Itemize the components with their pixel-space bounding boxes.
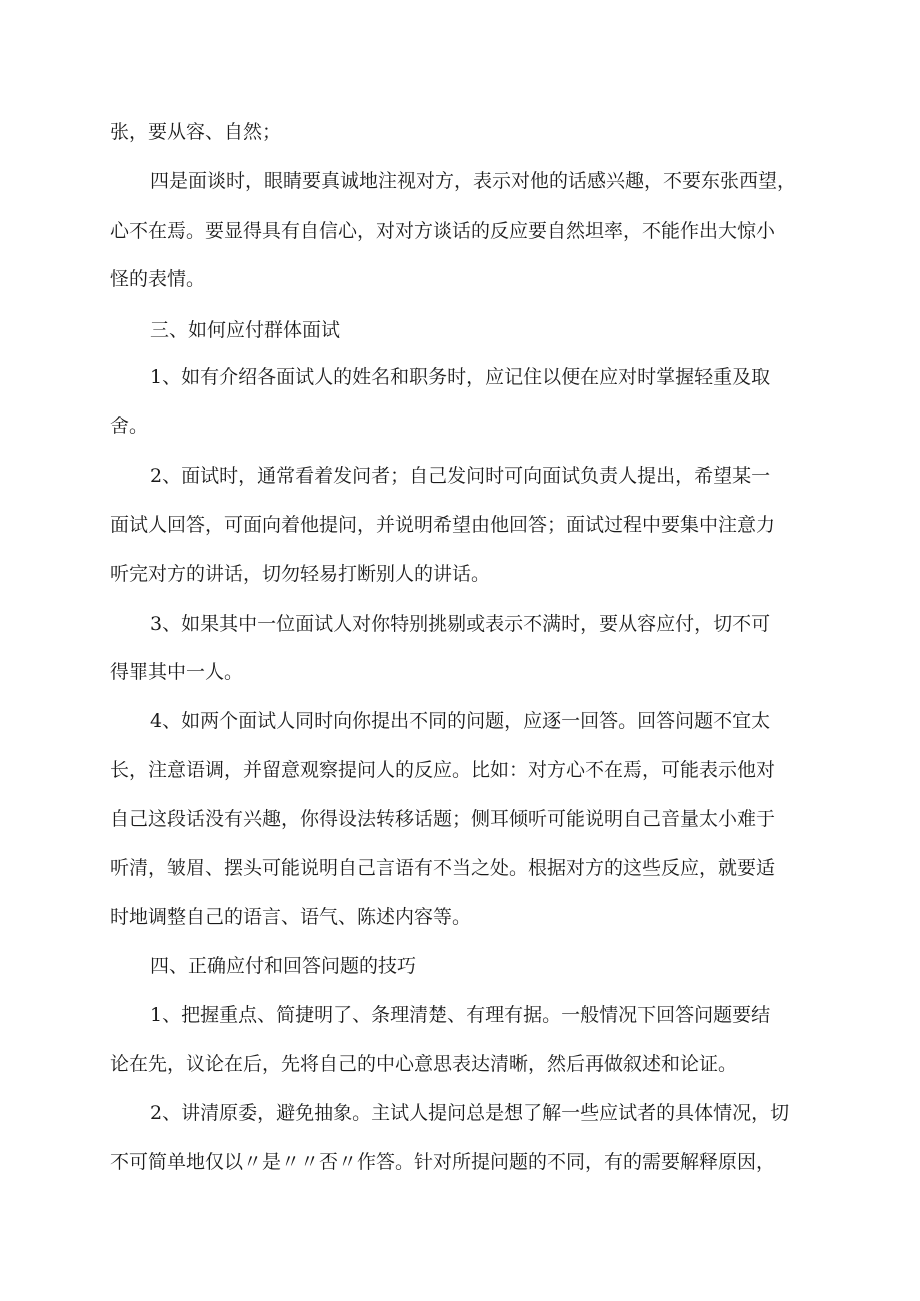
text-line: 面试人回答，可面向着他提问，并说明希望由他回答；面试过程中要集中注意力	[110, 514, 776, 536]
text-line: 2、讲清原委，避免抽象。主试人提问总是想了解一些应试者的具体情况，切	[150, 1102, 790, 1124]
text-line: 4、如两个面试人同时向你提出不同的问题，应逐一回答。回答问题不宜太	[150, 710, 771, 732]
text-line: 长，注意语调，并留意观察提问人的反应。比如：对方心不在焉，可能表示他对	[110, 759, 776, 781]
text-line: 舍。	[110, 415, 149, 437]
text-line: 四是面谈时，眼睛要真诚地注视对方，表示对他的话感兴趣，不要东张西望，	[150, 170, 797, 192]
text-line: 论在先，议论在后，先将自己的中心意思表达清晰，然后再做叙述和论证。	[110, 1053, 738, 1075]
text-line: 3、如果其中一位面试人对你特别挑剔或表示不满时，要从容应付，切不可	[150, 613, 771, 635]
text-line: 张，要从容、自然；	[110, 121, 282, 143]
section-heading: 四、正确应付和回答问题的技巧	[150, 955, 417, 977]
text-line: 2、面试时，通常看着发问者；自己发问时可向面试负责人提出，希望某一	[150, 465, 771, 487]
text-line: 得罪其中一人。	[110, 661, 244, 683]
text-line: 不可简单地仅以〃是〃〃否〃作答。针对所提问题的不同，有的需要解释原因，	[110, 1151, 776, 1173]
text-line: 心不在焉。要显得具有自信心，对对方谈话的反应要自然坦率，不能作出大惊小	[110, 220, 776, 242]
text-line: 自己这段话没有兴趣，你得设法转移话题；侧耳倾听可能说明自己音量太小难于	[110, 808, 776, 830]
text-line: 1、把握重点、简捷明了、条理清楚、有理有据。一般情况下回答问题要结	[150, 1004, 771, 1026]
text-line: 时地调整自己的语言、语气、陈述内容等。	[110, 906, 472, 928]
section-heading: 三、如何应付群体面试	[150, 319, 341, 341]
text-line: 听完对方的讲话，切勿轻易打断别人的讲话。	[110, 563, 491, 585]
text-line: 怪的表情。	[110, 268, 206, 290]
text-line: 听清，皱眉、摆头可能说明自己言语有不当之处。根据对方的这些反应，就要适	[110, 857, 776, 879]
text-line: 1、如有介绍各面试人的姓名和职务时，应记住以便在应对时掌握轻重及取	[150, 366, 771, 388]
